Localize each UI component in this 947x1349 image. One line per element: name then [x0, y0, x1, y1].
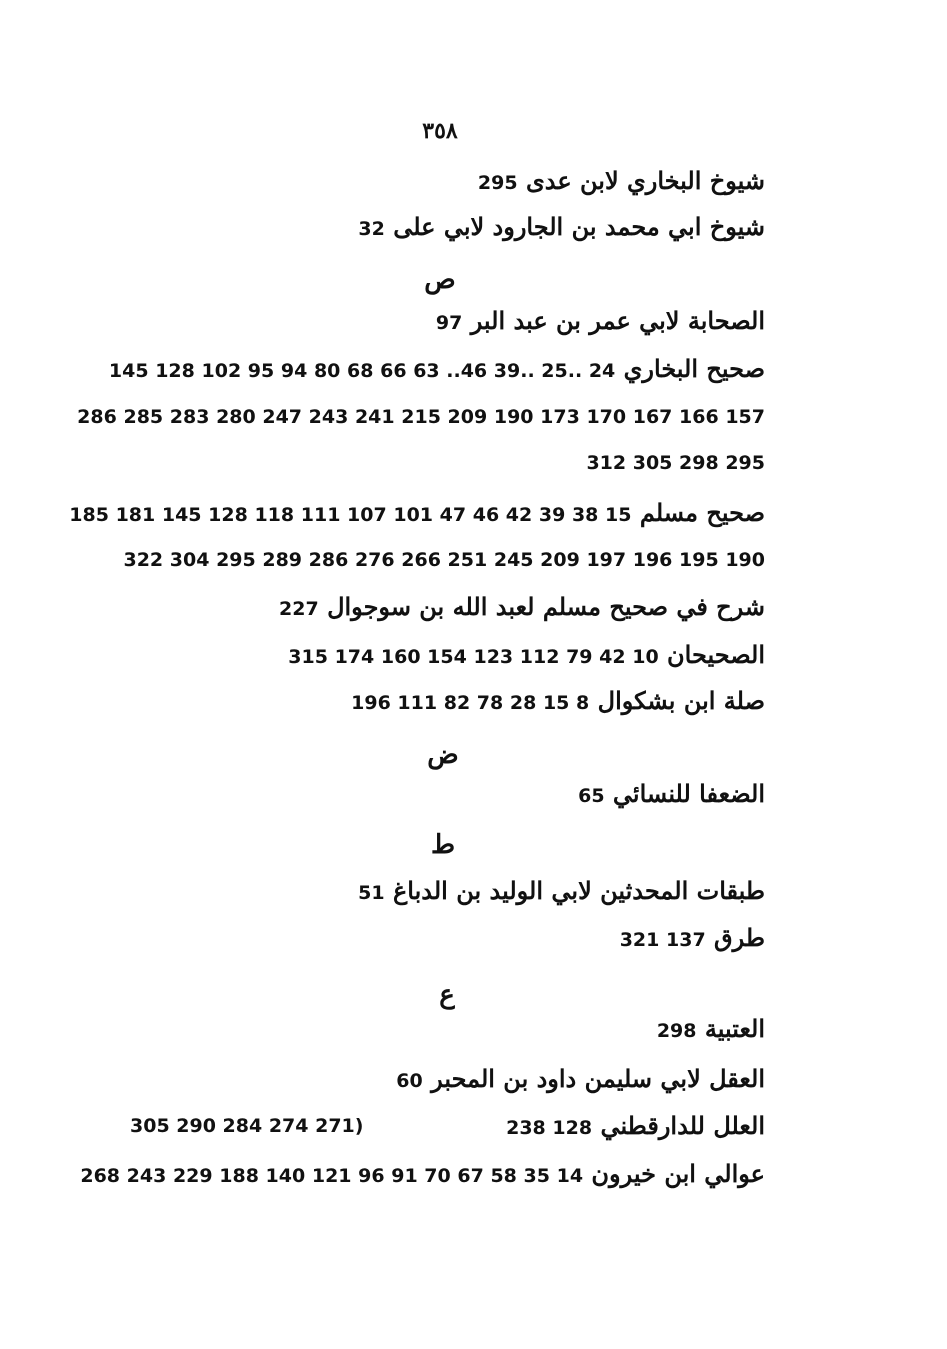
- entry-refs: 8 15 28 78 82 111 196: [351, 692, 590, 714]
- section-letter: ض: [427, 740, 459, 770]
- entry-title: صلة ابن بشكوال: [597, 686, 765, 715]
- entry-continuation: 295 298 305 312: [586, 452, 765, 474]
- entry-line: [478, 166, 765, 198]
- entry-refs: 65: [578, 785, 605, 807]
- entry-continuation-left: 305 290 284 274 271): [130, 1115, 364, 1137]
- entry-line: [351, 686, 765, 718]
- entry-line: [620, 923, 765, 955]
- entry-title: صحيح مسلم: [639, 498, 765, 527]
- entry-refs: 295: [477, 172, 518, 194]
- page-number: ٣٥٨: [422, 118, 458, 144]
- entry-title: طرق: [714, 923, 765, 952]
- entry-refs: 137 321: [619, 929, 706, 951]
- entry-title: الصحيحان: [667, 640, 765, 669]
- entry-refs: 14 35 58 67 70 91 96 121 140 188 229 243 268: [80, 1165, 584, 1187]
- entry-title: شرح في صحيح مسلم لعبد الله بن سوجوال: [327, 592, 765, 621]
- entry-continuation: 190 195 196 197 209 245 251 266 276 286 289 295 304 322: [123, 549, 765, 571]
- entry-refs: 32: [358, 218, 385, 240]
- section-letter: ع: [439, 980, 455, 1010]
- entry-title: طبقات المحدثين لابي الوليد بن الدباغ: [392, 876, 765, 905]
- entry-line: [506, 1111, 765, 1143]
- entry-line: [657, 1014, 765, 1046]
- entry-line: [69, 498, 765, 530]
- entry-refs: 128 238: [506, 1117, 593, 1139]
- section-letter: ص: [424, 265, 456, 295]
- entry-refs: 24 ..25 ..39 46.. 63 66 68 80 94 95 102 128 145: [108, 360, 616, 382]
- entry-refs: 97: [435, 312, 463, 334]
- entry-line: [109, 354, 765, 386]
- entry-title: الضعفا للنسائي: [612, 779, 765, 808]
- entry-title: العتبية: [704, 1014, 765, 1043]
- entry-line: [288, 640, 765, 672]
- entry-line: [396, 1064, 765, 1096]
- entry-title: شيوخ ابي محمد بن الجارود لابي على: [393, 212, 765, 241]
- entry-line: [80, 1159, 765, 1191]
- entry-title: عوالي ابن خيرون: [591, 1159, 765, 1188]
- section-letter: ط: [430, 830, 456, 860]
- entry-title: الصحابة لابي عمر بن عبد البر: [470, 306, 765, 335]
- entry-title: صحيح البخاري: [623, 354, 765, 383]
- entry-line: [358, 876, 765, 908]
- entry-refs: 15 38 39 42 46 47 101 107 111 118 128 145 181 185: [69, 504, 632, 526]
- entry-title: العلل للدارقطني: [600, 1111, 765, 1140]
- entry-continuation: 157 166 167 170 173 190 209 215 241 243 247 280 283 285 286: [77, 406, 765, 428]
- entry-refs: 51: [358, 882, 385, 904]
- entry-line: [578, 779, 765, 811]
- entry-refs: 227: [279, 598, 319, 620]
- entry-refs: 10 42 79 112 123 154 160 174 315: [288, 646, 659, 668]
- entry-title: شيوخ البخاري لابن عدى: [525, 166, 765, 195]
- entry-refs: 60: [396, 1070, 423, 1092]
- entry-line: [279, 592, 765, 624]
- entry-title: العقل لابي سليمن داود بن المحبر: [431, 1064, 765, 1093]
- entry-line: [358, 212, 765, 244]
- entry-refs: 298: [656, 1020, 697, 1042]
- entry-line: [436, 306, 765, 338]
